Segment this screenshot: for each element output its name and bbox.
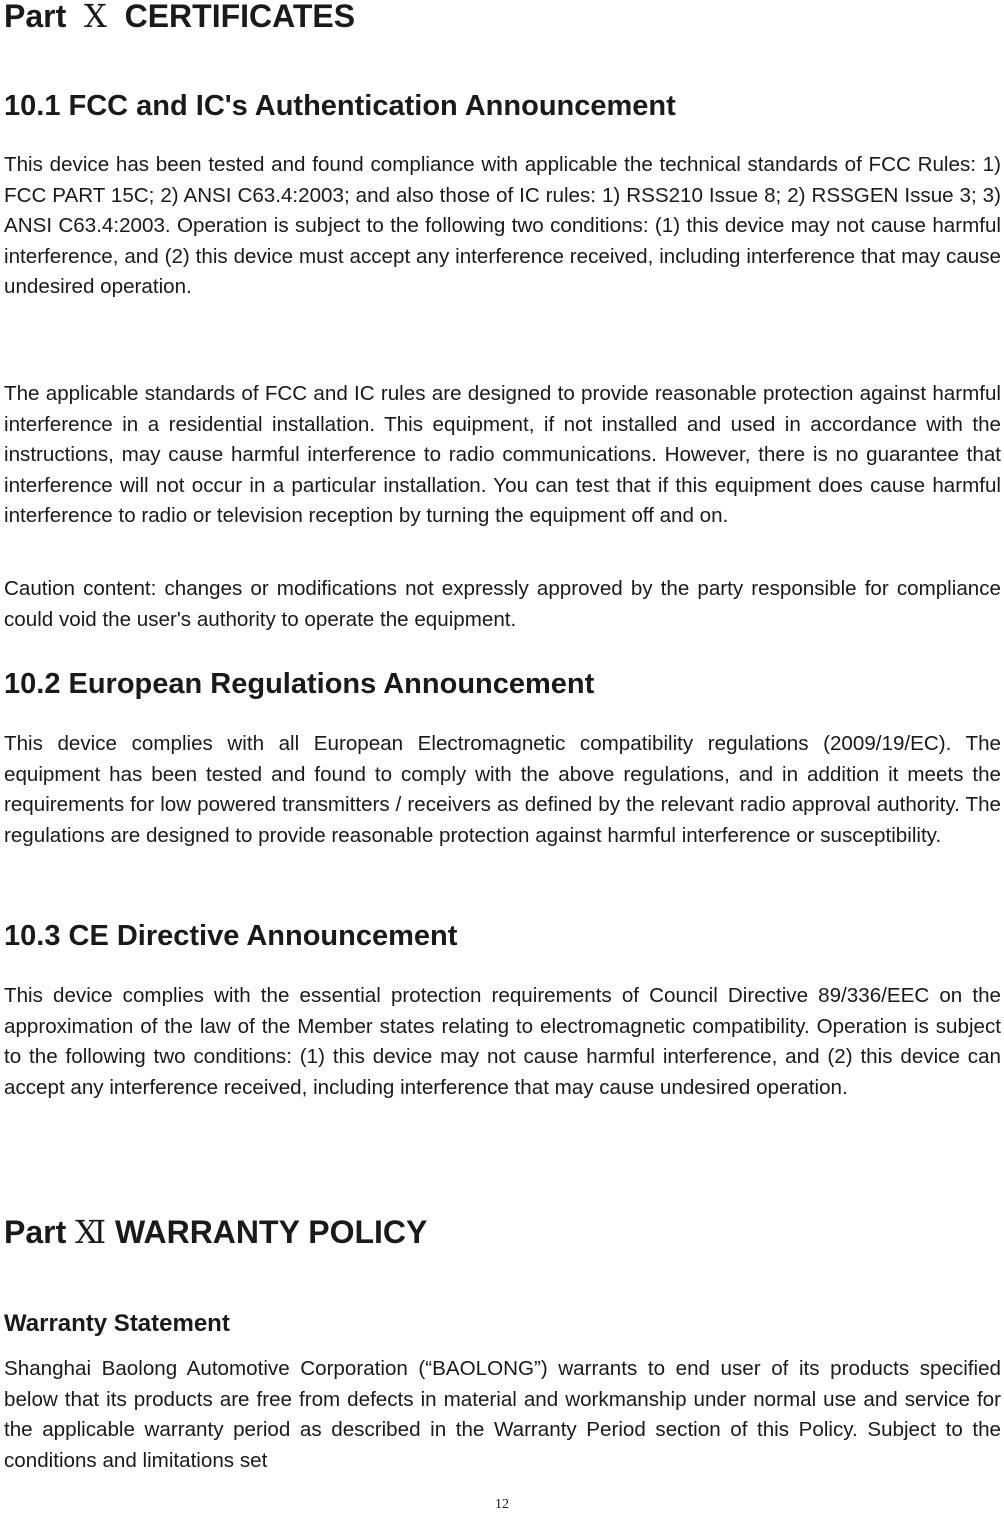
warranty-statement-heading: Warranty Statement <box>4 1310 230 1337</box>
part-10-prefix: Part <box>4 0 67 34</box>
part-11-heading <box>4 1214 427 1250</box>
part-11-title: WARRANTY POLICY <box>115 1214 428 1250</box>
section-10-2-paragraph-1: This device complies with all European Electromagnetic compatibility regulations (2009/19/EC). The equipment has been tested and found to comply with the above regulations, and in addition it meets the requirements for low powered transmitters / receivers as defined by the relevant radio approval authority. The regulations are designed to provide reasonable protection against harmful interference or susceptibility. <box>4 732 1001 847</box>
section-10-1-paragraph-3: Caution content: changes or modifications not expressly approved by the party responsible for compliance could void the user's authority to operate the equipment. <box>4 577 1001 631</box>
part-10-heading <box>4 0 355 34</box>
section-10-3-heading: 10.3 CE Directive Announcement <box>4 920 458 952</box>
part-10-title: CERTIFICATES <box>124 0 356 34</box>
section-10-1-heading: 10.1 FCC and IC's Authentication Announcement <box>4 90 676 122</box>
page-number: 12 <box>495 1497 509 1512</box>
part-11-roman-numeral: Ⅺ <box>75 1213 107 1251</box>
section-10-1-paragraph-1: This device has been tested and found compliance with applicable the technical standards of FCC Rules: 1) FCC PART 15C; 2) ANSI C63.4:2003; and also those of IC rules: 1) RSS210 Issue 8; 2) RSSGEN Issue 3; 3) ANSI C63.4:2003. Operation is subject to the following two conditions: (1) this device may not cause harmful interference, and (2) this device must accept any interference received, including interference that may cause undesired operation. <box>4 153 1001 299</box>
part-10-roman-numeral: Ⅹ <box>84 0 107 35</box>
warranty-paragraph-1: Shanghai Baolong Automotive Corporation (“BAOLONG”) warrants to end user of its products specified below that its products are free from defects in material and workmanship under normal use and service for the applicable warranty period as described in the Warranty Period section of this Policy. Subject to the conditions and limitations set <box>4 1357 1001 1472</box>
part-11-prefix: Part <box>4 1214 67 1250</box>
section-10-3-paragraph-1: This device complies with the essential protection requirements of Council Directive 89/336/EEC on the approximation of the law of the Member states relating to electromagnetic compatibility. Operation is subject to the following two conditions: (1) this device may not cause harmful interference, and (2) this device can accept any interference received, including interference that may cause undesired operation. <box>4 984 1001 1099</box>
section-10-2-heading: 10.2 European Regulations Announcement <box>4 668 595 700</box>
section-10-1-paragraph-2: The applicable standards of FCC and IC rules are designed to provide reasonable protection against harmful interference in a residential installation. This equipment, if not installed and used in accordance with the instructions, may cause harmful interference to radio communications. However, there is no guarantee that interference will not occur in a particular installation. You can test that if this equipment does cause harmful interference to radio or television reception by turning the equipment off and on. <box>4 382 1001 528</box>
